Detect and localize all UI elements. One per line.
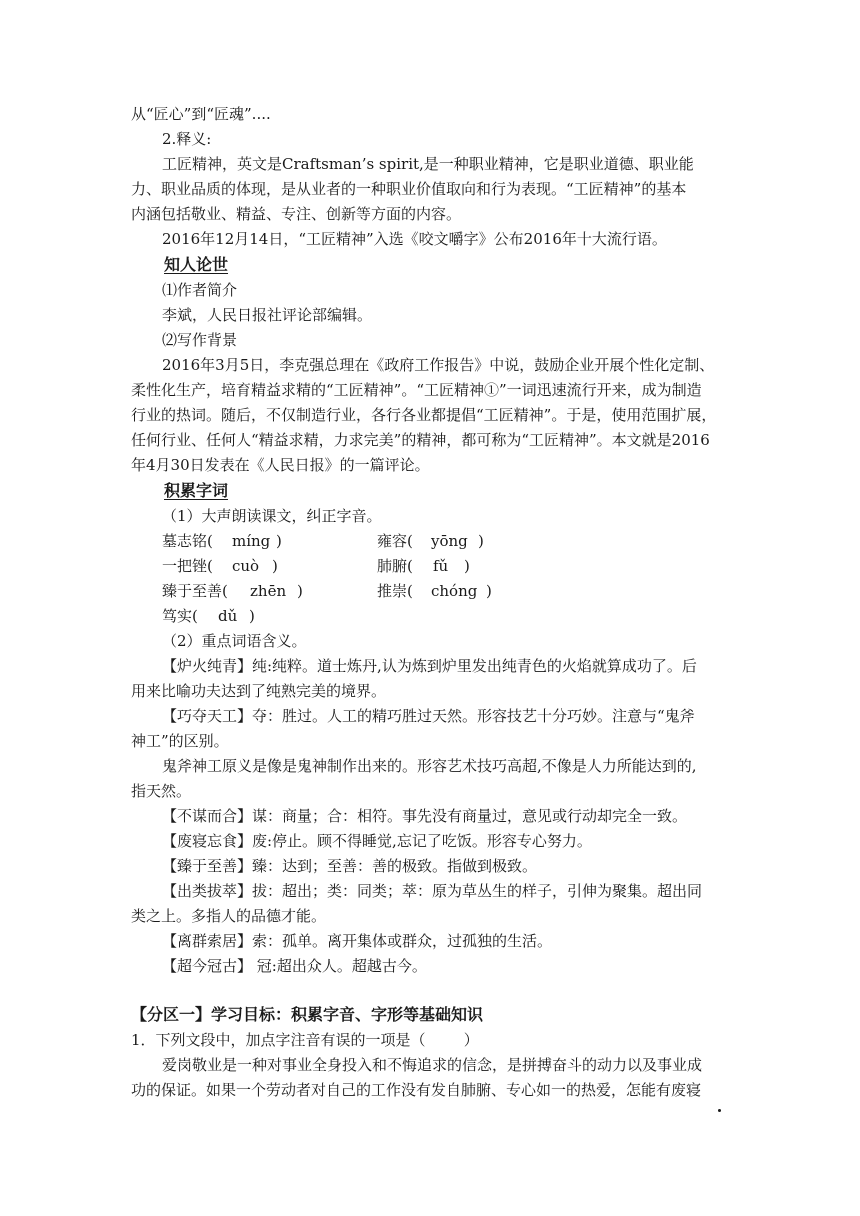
text-line: 2016年12月14日，“工匠精神”入选《咬文嚼字》公布2016年十大流行语。 bbox=[162, 230, 667, 248]
pinyin-reading: zhēn bbox=[250, 582, 287, 600]
pinyin-word: 肺腑( bbox=[377, 557, 413, 575]
text-line: ⑴作者简介 bbox=[162, 281, 238, 299]
definition-line: 【离群索居】索：孤单。离开集体或群众，过孤独的生活。 bbox=[162, 932, 553, 950]
text-line: 2.释义: bbox=[162, 130, 212, 148]
definition-line: 【不谋而合】谋：商量；合：相符。事先没有商量过，意见或行动却完全一致。 bbox=[162, 807, 688, 825]
text-line: 行业的热词。随后，不仅制造行业，各行各业都提倡“工匠精神”。于是，使用范围扩展， bbox=[131, 406, 717, 424]
pinyin-reading: míng bbox=[232, 532, 271, 550]
text-line: 工匠精神，英文是Craftsman’s spirit,是一种职业精神，它是职业道德、职业能 bbox=[162, 155, 694, 173]
definition-line: 【巧夺天工】夺：胜过。人工的精巧胜过天然。形容技艺十分巧妙。注意与“鬼斧 bbox=[162, 707, 695, 725]
pinyin-word: 一把锉( bbox=[162, 557, 213, 575]
definition-line: 类之上。多指人的品德才能。 bbox=[131, 907, 327, 925]
text-line: ⑵写作背景 bbox=[162, 331, 238, 349]
section-heading-author: 知人论世 bbox=[164, 255, 229, 274]
pinyin-reading: chóng bbox=[431, 582, 478, 600]
pinyin-word: 笃实( bbox=[162, 607, 198, 625]
text-line: （1）大声朗读课文，纠正字音。 bbox=[162, 507, 382, 525]
exercise-heading: 【分区一】学习目标：积累字音、字形等基础知识 bbox=[131, 1005, 484, 1024]
pinyin-close: ) bbox=[272, 557, 278, 575]
pinyin-reading: fǔ bbox=[433, 557, 449, 575]
question-line: 1．下列文段中，加点字注音有误的一项是（ ） bbox=[131, 1031, 479, 1049]
pinyin-close: ) bbox=[276, 532, 282, 550]
pinyin-word: 臻于至善( bbox=[162, 582, 228, 600]
text-line: 内涵包括敬业、精益、专注、创新等方面的内容。 bbox=[131, 205, 462, 223]
text-line: 力、职业品质的体现，是从业者的一种职业价值取向和行为表现。“工匠精神”的基本 bbox=[131, 180, 687, 198]
definition-line: 【臻于至善】臻：达到；至善：善的极致。指做到极致。 bbox=[162, 857, 538, 875]
section-heading-vocab: 积累字词 bbox=[164, 481, 229, 500]
definition-line: 【超今冠古】 冠:超出众人。超越古今。 bbox=[162, 957, 427, 975]
text-line: 年4月30日发表在《人民日报》的一篇评论。 bbox=[131, 456, 430, 474]
definition-line: 【废寝忘食】废:停止。顾不得睡觉,忘记了吃饭。形容专心努力。 bbox=[162, 832, 592, 850]
pinyin-word: 雍容( bbox=[377, 532, 413, 550]
text-line: 李斌，人民日报社评论部编辑。 bbox=[162, 306, 373, 324]
pinyin-close: ) bbox=[297, 582, 303, 600]
pinyin-word: 墓志铭( bbox=[162, 532, 213, 550]
definition-line: 鬼斧神工原义是像是鬼神制作出来的。形容艺术技巧高超,不像是人力所能达到的, bbox=[162, 757, 697, 775]
pinyin-close: ) bbox=[486, 582, 492, 600]
pinyin-close: ) bbox=[478, 532, 484, 550]
definition-line: 神工”的区别。 bbox=[131, 732, 229, 750]
text-line: 柔性化生产，培育精益求精的“工匠精神”。“工匠精神①”一词迅速流行开来，成为制造 bbox=[131, 381, 702, 399]
pinyin-close: ) bbox=[249, 607, 255, 625]
definition-line: 用来比喻功夫达到了纯熟完美的境界。 bbox=[131, 682, 387, 700]
passage-line: 功的保证。如果一个劳动者对自己的工作没有发自肺腑、专心如一的热爱，怎能有废寝 bbox=[131, 1081, 702, 1099]
pinyin-reading: dǔ bbox=[218, 607, 238, 625]
definition-line: 【出类拔萃】拔：超出；类：同类；萃：原为草丛生的样子，引伸为聚集。超出同 bbox=[162, 882, 703, 900]
text-line: 从“匠心”到“匠魂”.... bbox=[131, 105, 271, 123]
definition-line: 指天然。 bbox=[131, 782, 192, 800]
pinyin-close: ) bbox=[464, 557, 470, 575]
text-line: 任何行业、任何人“精益求精，力求完美”的精神，都可称为“工匠精神”。本文就是2016 bbox=[131, 431, 710, 449]
text-line: （2）重点词语含义。 bbox=[162, 632, 307, 650]
passage-line: 爱岗敬业是一种对事业全身投入和不悔追求的信念，是拼搏奋斗的动力以及事业成 bbox=[162, 1056, 703, 1074]
pinyin-reading: cuò bbox=[232, 557, 260, 575]
text-line: 2016年3月5日，李克强总理在《政府工作报告》中说，鼓励企业开展个性化定制、 bbox=[162, 356, 715, 374]
emphasis-dot bbox=[718, 1109, 721, 1112]
pinyin-word: 推崇( bbox=[377, 582, 413, 600]
definition-line: 【炉火纯青】纯:纯粹。道士炼丹,认为炼到炉里发出纯青色的火焰就算成功了。后 bbox=[162, 657, 697, 675]
pinyin-reading: yōng bbox=[431, 532, 468, 550]
